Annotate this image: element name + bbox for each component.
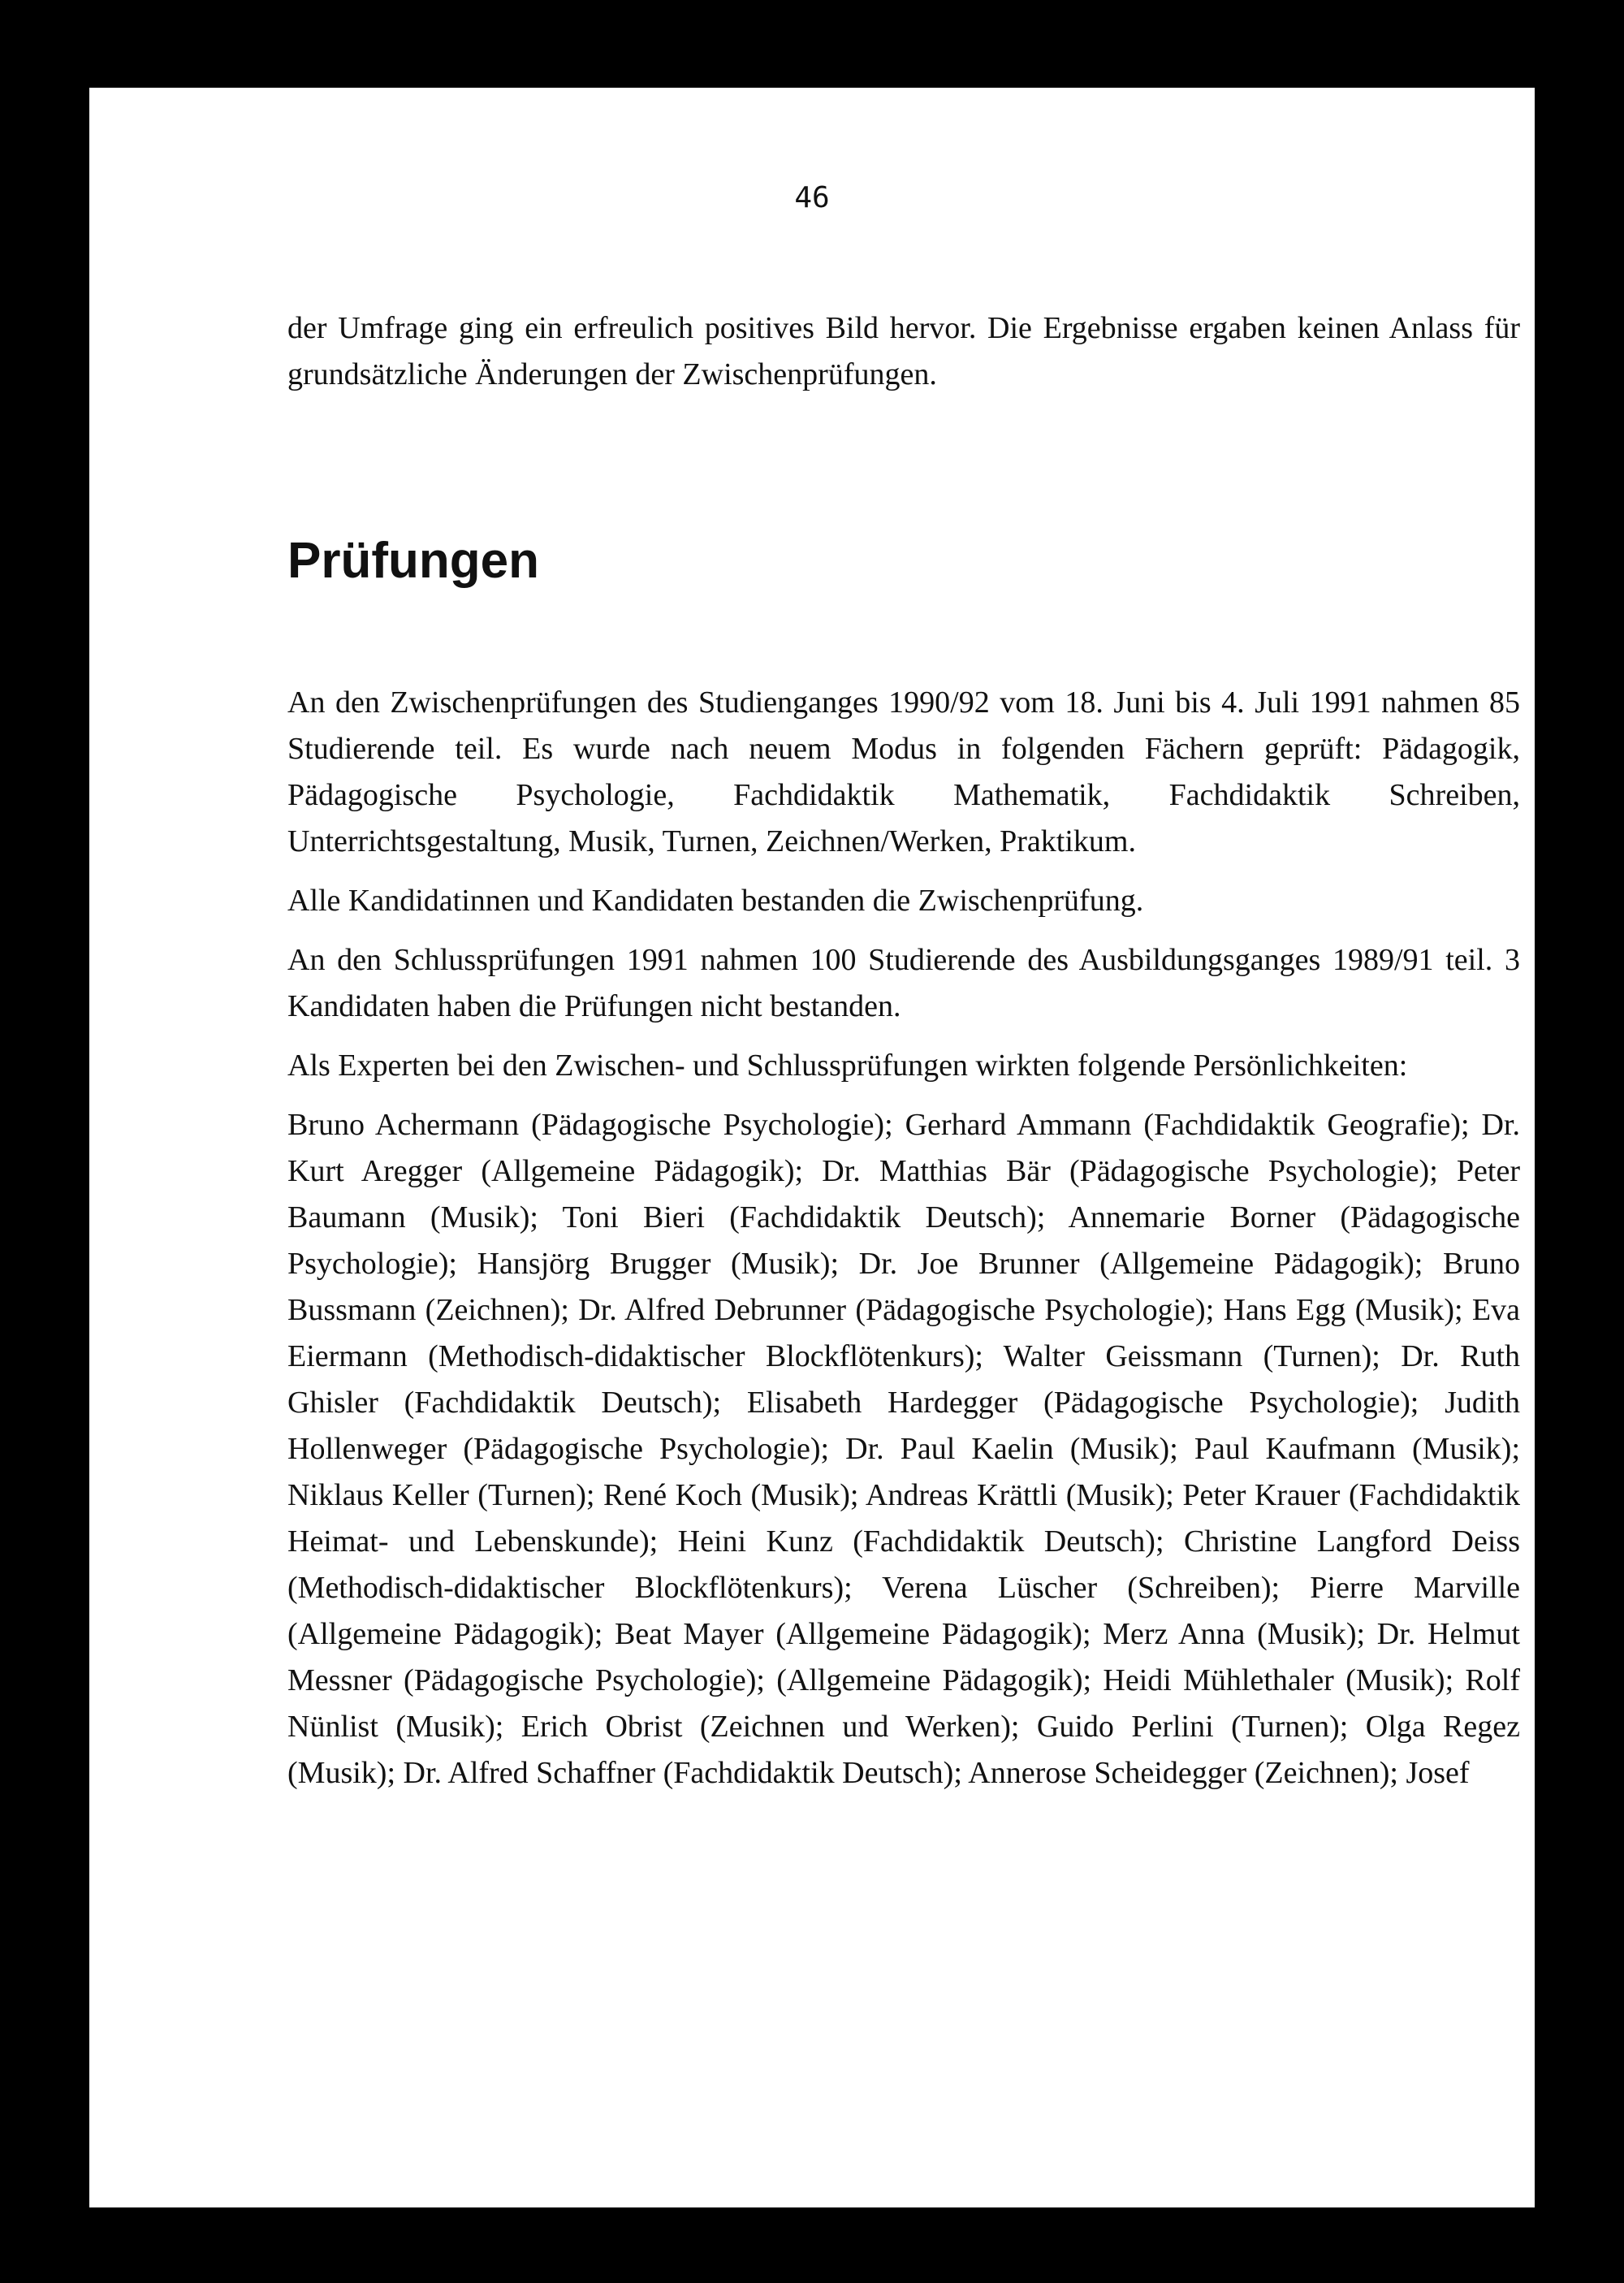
- document-page: [89, 88, 1535, 2207]
- paragraph-exams-intermediate: An den Zwischenprüfungen des Studienganges 1990/92 vom 18. Juni bis 4. Juli 1991 nahmen 85 Studierende teil. Es wurde nach neuem Modus in folgenden Fächern geprüft: Pädagogik, Pädagogische Psychologie, Fachdidaktik Mathematik, Fachdidaktik Schreiben, Unterrichtsgestaltung, Musik, Turnen, Zeichnen/Werken, Praktikum.: [287, 685, 1520, 858]
- paragraph-exams-final: An den Schlussprüfungen 1991 nahmen 100 Studierende des Ausbildungsganges 1989/91 teil. 3 Kandidaten haben die Prüfungen nicht bestanden.: [287, 943, 1520, 1023]
- paragraph-all-passed: Alle Kandidatinnen und Kandidaten bestanden die Zwischenprüfung.: [287, 884, 1144, 918]
- page-number: 46: [794, 181, 830, 214]
- section-heading: Prüfungen: [287, 533, 539, 589]
- paragraph-experts-intro: Als Experten bei den Zwischen- und Schlussprüfungen wirkten folgende Persönlichkeiten:: [287, 1049, 1408, 1083]
- intro-paragraph: der Umfrage ging ein erfreulich positives Bild hervor. Die Ergebnisse ergaben keinen Anlass für grundsätzliche Änderungen der Zwischenprüfungen.: [287, 311, 1520, 391]
- page-content: [287, 305, 1520, 1810]
- paragraph-experts-list: Bruno Achermann (Pädagogische Psychologie); Gerhard Ammann (Fachdidaktik Geografie); Dr. Kurt Aregger (Allgemeine Pädagogik); Dr. Matthias Bär (Pädagogische Psychologie); Peter Baumann (Musik); Toni Bieri (Fachdidaktik Deutsch); Annemarie Borner (Pädagogische Psychologie); Hansjörg Brugger (Musik); Dr. Joe Brunner (Allgemeine Pädagogik); Bruno Bussmann (Zeichnen); Dr. Alfred Debrunner (Pädagogische Psychologie); Hans Egg (Musik); Eva Eiermann (Methodisch-didaktischer Blockflötenkurs); Walter Geissmann (Turnen); Dr. Ruth Ghisler (Fachdidaktik Deutsch); Elisabeth Hardegger (Pädagogische Psychologie); Judith Hollenweger (Pädagogische Psychologie); Dr. Paul Kaelin (Musik); Paul Kaufmann (Musik); Niklaus Keller (Turnen); René Koch (Musik); Andreas Krättli (Musik); Peter Krauer (Fachdidaktik Heimat- und Lebenskunde); Heini Kunz (Fachdidaktik Deutsch); Christine Langford Deiss (Methodisch-didaktischer Blockflötenkurs); Verena Lüscher (Schreiben); Pierre Marville (Allgemeine Pädagogik); Beat Mayer (Allgemeine Pädagogik); Merz Anna (Musik); Dr. Helmut Messner (Pädagogische Psychologie); (Allgemeine Pädagogik); Heidi Mühlethaler (Musik); Rolf Nünlist (Musik); Erich Obrist (Zeichnen und Werken); Guido Perlini (Turnen); Olga Regez (Musik); Dr. Alfred Schaffner (Fachdidaktik Deutsch); Annerose Scheidegger (Zeichnen); Josef: [287, 1108, 1520, 1790]
